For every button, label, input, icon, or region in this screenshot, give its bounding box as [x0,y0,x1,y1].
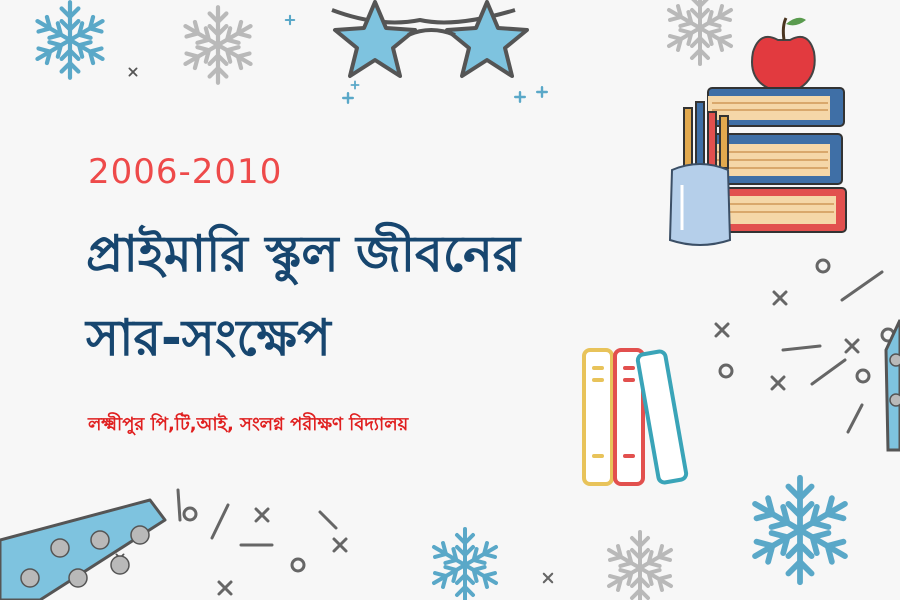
star-glasses-icon [332,2,527,76]
school-name: লক্ষ্মীপুর পি,টি,আই, সংলগ্ন পরীক্ষণ বিদ্যালয় [88,414,409,435]
snowflake-icon [185,7,250,83]
page-title [86,212,646,380]
years-label: 2006-2010 [88,152,283,192]
snowflake-icon [669,0,731,64]
snowflake-icon [37,2,102,78]
snowflake-icon [434,529,496,600]
snowflake-icon [609,532,671,600]
party-hat-icon [0,500,165,600]
title-line-1: প্রাইমারি স্কুল জীবনের [86,225,521,283]
apple-icon [752,18,815,90]
pencil-cup-icon [670,102,730,245]
snowflake-icon [755,478,845,582]
title-line-2: সার-সংক্ষেপ [86,309,331,367]
